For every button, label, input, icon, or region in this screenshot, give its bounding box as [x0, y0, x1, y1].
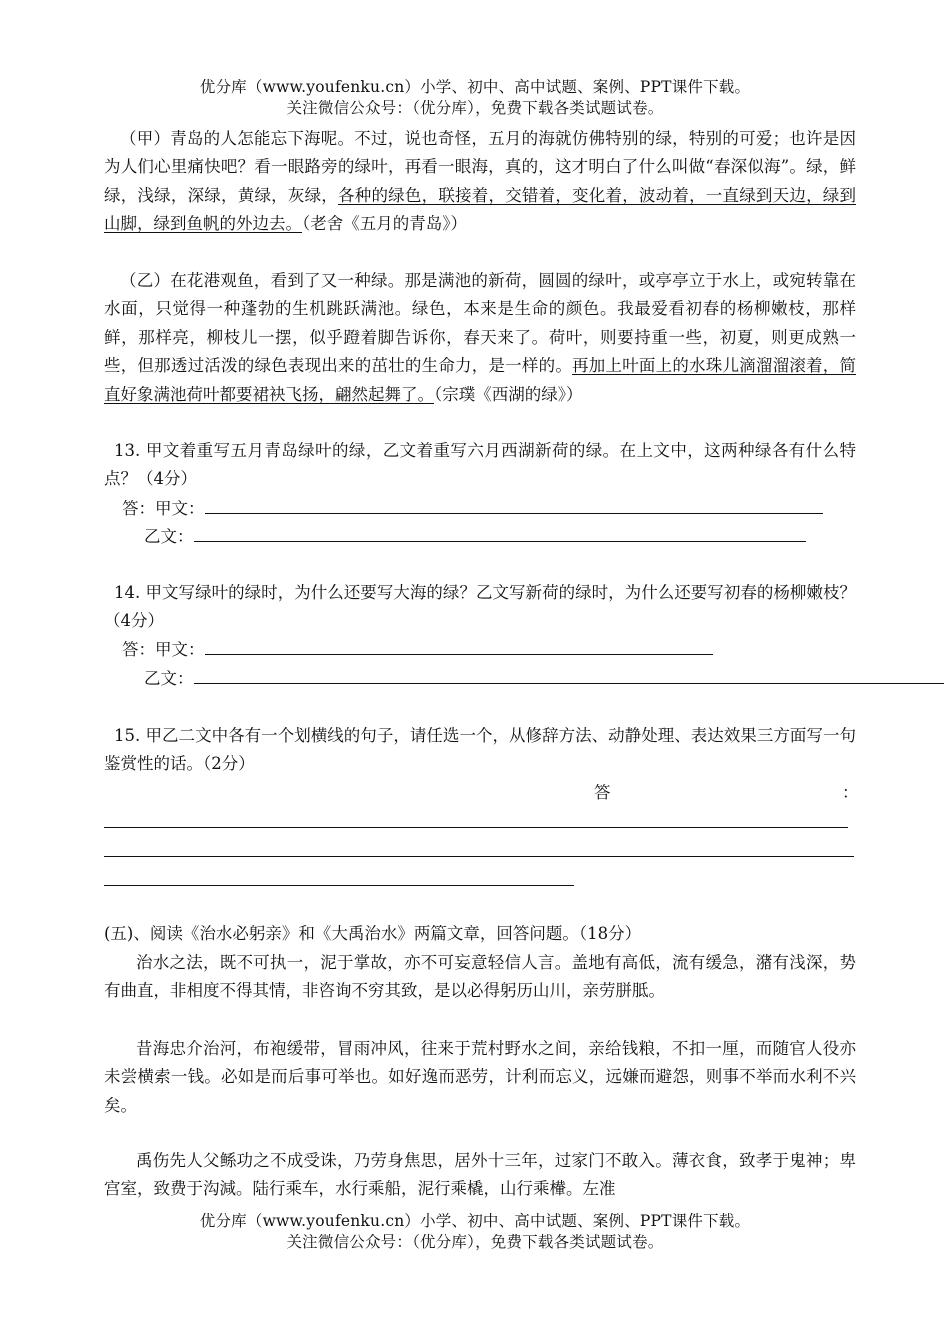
- section-5-paragraph-2: 昔海忠介治河，布袍缓带，冒雨冲风，往来于荒村野水之间，亲给钱粮，不扣一厘，而随官人役亦未尝横索一钱。必如是而后事可举也。如好逸而恶劳，计利而忘义，远嫌而避怨，则事不举而水利不兴矣。: [104, 1039, 856, 1115]
- footer-line-1: 优分库（www.youfenku.cn）小学、初中、高中试题、案例、PPT课件下载。: [199, 1212, 751, 1230]
- passage-yi-source: （宗璞《西湖的绿》）: [434, 384, 583, 404]
- passage-jia-text: （甲）青岛的人怎能忘下海呢。不过，说也奇怪，五月的海就仿佛特别的绿，特别的可爱；也许是因为人们心里痛快吧？看一眼路旁的绿叶，再看一眼海，真的，这才明白了什么叫做“春深似海”。绿，鲜绿，浅绿，深绿，黄绿，灰绿，: [104, 129, 856, 205]
- q13-answer-yi: [144, 523, 806, 551]
- q14-answer-yi: [144, 665, 944, 693]
- passage-yi-text: （乙）在花港观鱼，看到了又一种绿。那是满池的新荷，圆圆的绿叶，或亭亭立于水上，或宛转靠在水面，只觉得一种蓬勃的生机跳跃满池。绿色，本来是生命的颜色。我最爱看初春的杨柳嫩枝，那样鲜，那样亮，柳枝儿一摆，似乎蹬着脚告诉你，春天来了。荷叶，则要持重一些，初夏，则更成熟一些，但那透过活泼的绿色表现出来的茁壮的生命力，是一样的。: [104, 271, 856, 376]
- passage-jia-underlined-sentence: 各种的绿色，联接着，交错着，变化着，波动着，一直绿到天边，绿到山脚，绿到鱼帆的外边去。: [104, 185, 857, 234]
- passage-jia: [104, 125, 856, 239]
- footer-line-2: 关注微信公众号：（优分库），免费下载各类试题试卷。: [286, 1233, 664, 1251]
- q13-answer-yi-label: 乙文：: [144, 527, 194, 546]
- q13-answer-jia-line[interactable]: [205, 495, 823, 514]
- q14-answer-jia: [122, 636, 713, 664]
- q14-answer-yi-line[interactable]: [194, 665, 944, 684]
- section-5-title: (五)、阅读《治水必躬亲》和《大禹治水》两篇文章，回答问题。（18分）: [104, 924, 642, 943]
- q13-answer-jia: [122, 495, 823, 523]
- header-line-1: 优分库（www.youfenku.cn）小学、初中、高中试题、案例、PPT课件下载。: [199, 78, 751, 96]
- question-14: 14. 甲文写绿叶的绿时，为什么还要写大海的绿？乙文写新荷的绿时，为什么还要写初春的杨柳嫩枝？（4分）: [104, 583, 856, 631]
- q13-answer-jia-label: 答：甲文：: [122, 499, 205, 518]
- section-5-paragraph-1: 治水之法，既不可执一，泥于掌故，亦不可妄意轻信人言。盖地有高低，流有缓急，潴有浅深，势有曲直，非相度不得其情，非咨询不穷其致，是以必得躬历山川，亲劳胼胝。: [104, 953, 856, 1001]
- passage-yi-underlined-sentence: 再加上叶面上的水珠儿滴溜溜滚着，简直好象满池荷叶都要裙袂飞扬，翩然起舞了。: [104, 356, 857, 404]
- question-13: 13. 甲文着重写五月青岛绿叶的绿，乙文着重写六月西湖新荷的绿。在上文中，这两种绿各有什么特点？（4分）: [104, 441, 856, 489]
- q15-answer-line-1[interactable]: [104, 827, 848, 828]
- page-header: [0, 77, 950, 119]
- q14-answer-jia-line[interactable]: [205, 636, 713, 655]
- q15-answer-colon: ：: [842, 783, 859, 802]
- q14-answer-yi-label: 乙文：: [144, 669, 194, 688]
- passage-yi: [104, 267, 856, 409]
- q15-answer-label: 答: [594, 783, 611, 802]
- q13-answer-yi-line[interactable]: [194, 523, 806, 542]
- passage-jia-source: （老舍《五月的青岛》）: [302, 214, 467, 234]
- page-footer: [0, 1211, 950, 1253]
- q15-answer-line-2[interactable]: [104, 856, 854, 857]
- question-15: 15. 甲乙二文中各有一个划横线的句子，请任选一个，从修辞方法、动静处理、表达效果三方面写一句鉴赏性的话。（2分）: [104, 726, 856, 774]
- section-5-paragraph-3: 禹伤先人父鲧功之不成受诛，乃劳身焦思，居外十三年，过家门不敢入。薄衣食，致孝于鬼神；卑宫室，致费于沟減。陆行乘车，水行乘船，泥行乘橇，山行乘檋。左准: [104, 1151, 856, 1199]
- header-line-2: 关注微信公众号：（优分库），免费下载各类试题试卷。: [286, 99, 664, 117]
- q15-answer-line-3[interactable]: [104, 885, 574, 886]
- q14-answer-jia-label: 答：甲文：: [122, 640, 205, 659]
